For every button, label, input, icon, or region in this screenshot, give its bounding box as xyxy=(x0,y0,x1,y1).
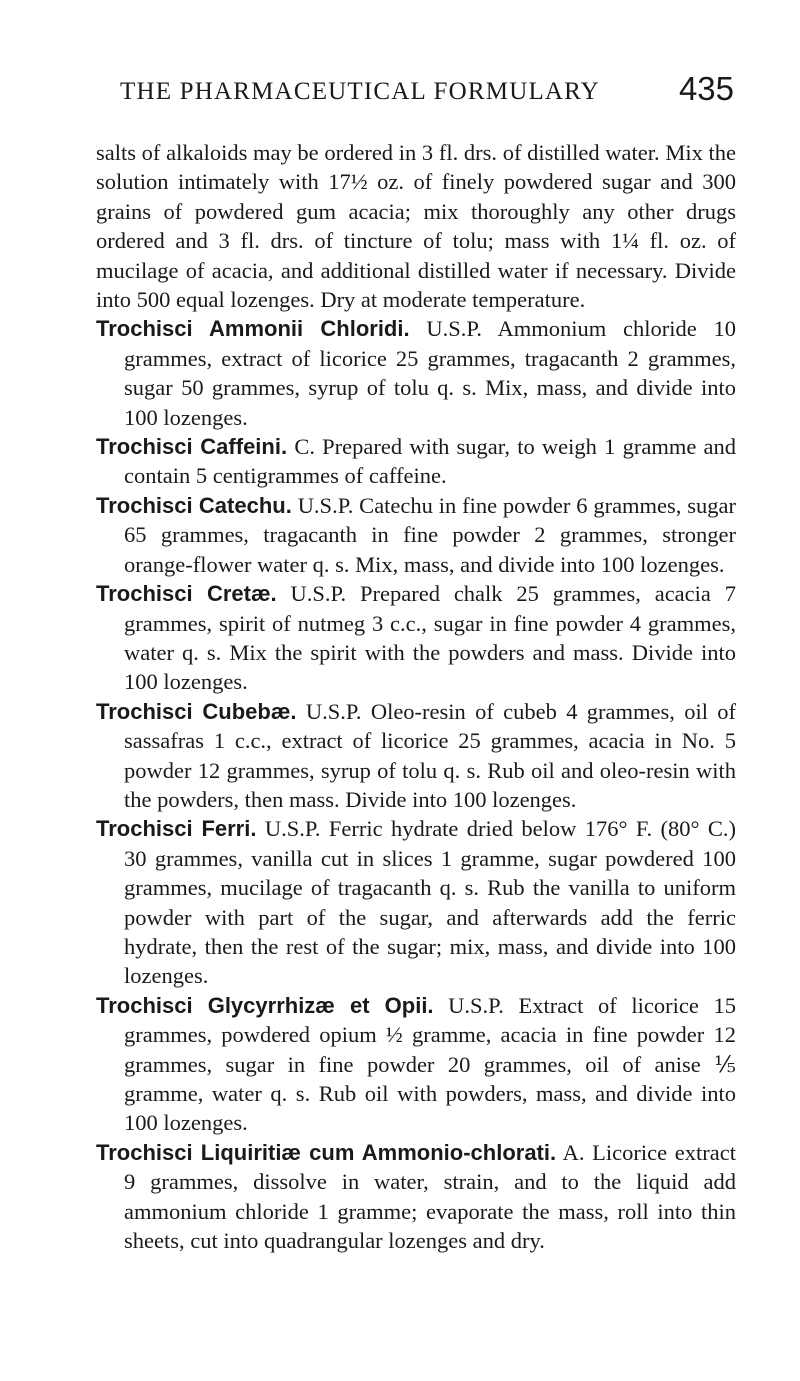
entry-title: Trochisci Cubebæ. xyxy=(96,698,297,724)
body-text xyxy=(96,138,736,1255)
entry-text: C. Prepared with sugar, to weigh 1 gramme and contain 5 centigrammes of caffeine. xyxy=(124,434,737,489)
entry-text: U.S.P. Ferric hydrate dried below 176° F. (80° C.) 30 grammes, vanilla cut in slices 1 gramme, sugar powdered 100 grammes, mucilage of tragacanth q. s. Rub the vanilla to uniform powder with part of the sugar, and afterwards add the ferric hydrate, then the rest of the sugar; mix, mass, and divide into 100 lozenges. xyxy=(124,816,737,989)
entry-title: Trochisci Liquiritiæ cum Ammonio-chlorati. xyxy=(96,1139,557,1165)
entry-caffeini xyxy=(96,432,736,491)
entry-text: U.S.P. Prepared chalk 25 grammes, acacia 7 grammes, spirit of nutmeg 3 c.c., sugar in fine powder 4 grammes, water q. s. Mix the spirit with the powders and mass. Divide into 100 lozenges. xyxy=(124,581,737,695)
entry-liquiritiae-cum-ammonio-chlorati xyxy=(96,1138,736,1256)
entry-glycyrrhizae-et-opii xyxy=(96,991,736,1138)
entry-title: Trochisci Cretæ. xyxy=(96,581,277,607)
entry-catechu xyxy=(96,491,736,579)
running-title: THE PHARMACEUTICAL FORMULARY xyxy=(120,78,600,105)
entry-cretae xyxy=(96,579,736,697)
entry-cubebae xyxy=(96,697,736,815)
page-number: 435 xyxy=(678,70,734,107)
entry-text: U.S.P. Oleo-resin of cubeb 4 grammes, oil of sassafras 1 c.c., extract of licorice 25 grammes, acacia in No. 5 powder 12 grammes, syrup of tolu q. s. Rub oil and oleo-resin with the powders, then mass. Divide into 100 lozenges. xyxy=(124,698,737,812)
entry-text: U.S.P. Extract of licorice 15 grammes, powdered opium ½ gramme, acacia in fine powder 12 grammes, sugar in fine powder 20 grammes, oil of anise ⅕ gramme, water q. s. Rub oil with powders, mass, and divide into 100 lozenges. xyxy=(124,992,736,1136)
entry-title: Trochisci Ferri. xyxy=(96,816,257,842)
entry-ferri xyxy=(96,814,736,990)
entry-text: A. Licorice extract 9 grammes, dissolve in water, strain, and to the liquid add ammonium chloride 1 gramme; evaporate the mass, roll into thin sheets, cut into quadrangular lozenges and dry. xyxy=(124,1139,737,1254)
entry-text: U.S.P. Catechu in fine powder 6 grammes, sugar 65 grammes, tragacanth in fine powder 2 grammes, stronger orange-flower water q. s. Mix, mass, and divide into 100 lozenges. xyxy=(124,492,737,577)
entry-text: U.S.P. Ammonium chloride 10 grammes, extract of licorice 25 grammes, tragacanth 2 grammes, sugar 50 grammes, syrup of tolu q. s. Mix, mass, and divide into 100 lozenges. xyxy=(124,316,737,430)
entry-title: Trochisci Glycyrrhizæ et Opii. xyxy=(96,992,434,1018)
continuation-paragraph: salts of alkaloids may be ordered in 3 fl. drs. of distilled water. Mix the solution intimately with 17½ oz. of finely powdered sugar and 300 grains of powdered gum acacia; mix thoroughly any other drugs ordered and 3 fl. drs. of tincture of tolu; mass with 1¼ fl. oz. of mucilage of acacia, and additional distilled water if necessary. Divide into 500 equal lozenges. Dry at moderate temperature. xyxy=(96,140,736,313)
entry-title: Trochisci Catechu. xyxy=(96,492,292,518)
page-header xyxy=(120,70,734,114)
entry-title: Trochisci Ammonii Chloridi. xyxy=(96,316,410,342)
entry-ammonii-chloridi xyxy=(96,314,736,432)
entry-title: Trochisci Caffeini. xyxy=(96,434,288,460)
